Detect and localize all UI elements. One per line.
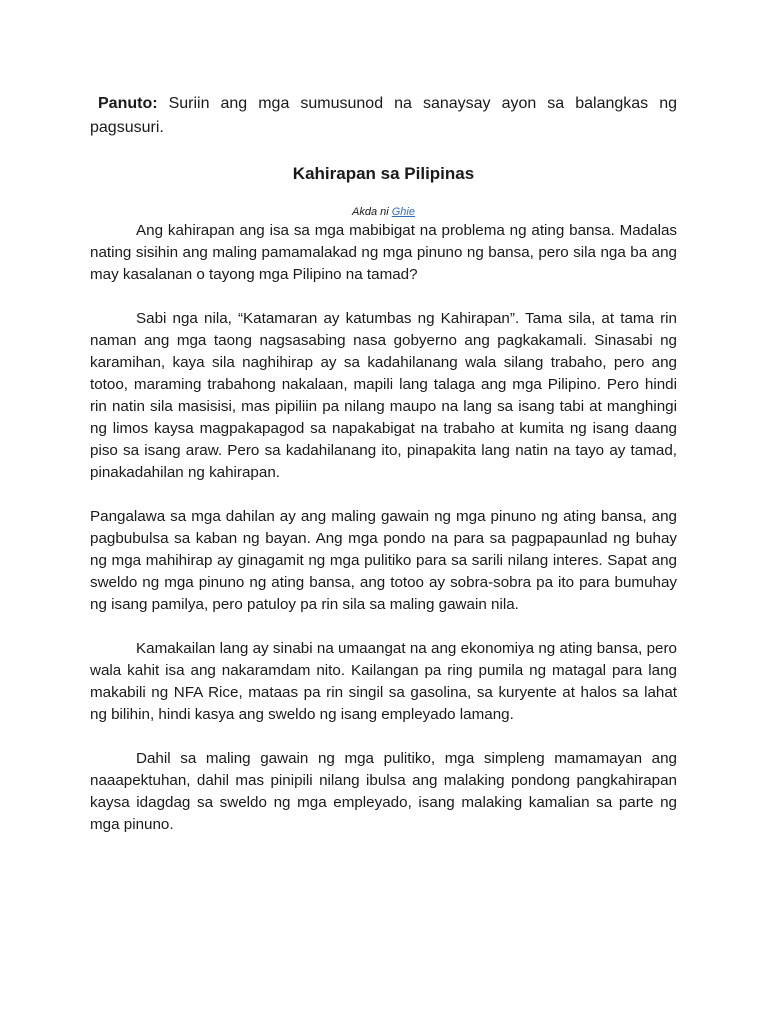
byline-prefix: Akda ni (351, 206, 389, 218)
paragraph-1: Ang kahirapan ang isa sa mga mabibigat na problema ng ating bansa. Madalas nating sisihin ang maling pamamalakad ng mga pinuno ng bansa, pero sila nga ba ang may kasalanan o tayong mga Pilipino na tamad? (90, 222, 677, 283)
instructions-text: Suriin ang mga sumusunod na sanaysay ayon sa balangkas ng pagsusuri. (90, 95, 677, 136)
paragraph-4: Kamakailan lang ay sinabi na umaangat na ang ekonomiya ng ating bansa, pero wala kahit isa ang nakaramdam nito. Kailangan pa ring pumila ng matagal para lang makabili ng NFA Rice, mataas pa rin singil sa gasolina, sa kuryente at halos sa lahat ng bilihin, hindi kasya ang sweldo ng isang empleyado lamang. (90, 640, 677, 723)
document-page (90, 92, 677, 858)
essay-title: Kahirapan sa Pilipinas (292, 164, 475, 183)
paragraph-5: Dahil sa maling gawain ng mga pulitiko, mga simpleng mamamayan ang naaapektuhan, dahil mas pinipili nilang ibulsa ang malaking pondong pangkahirapan kaysa idagdag sa sweldo ng mga empleyado, isang malaking kamalian sa parte ng mga pinuno. (90, 750, 677, 833)
byline (90, 204, 677, 220)
paragraph-3: Pangalawa sa mga dahilan ay ang maling gawain ng mga pinuno ng ating bansa, ang pagbubulsa sa kaban ng bayan. Ang mga pondo na para sa pagpapaunlad ng buhay ng mga mahihirap ay ginagamit ng mga pulitiko para sa sarili nilang interes. Sapat ang sweldo ng mga pinuno ng ating bansa, ang totoo ay sobra-sobra pa ito para bumuhay ng isang pamilya, pero patuloy pa rin sila sa maling gawain nila. (90, 508, 677, 613)
instructions (90, 92, 677, 140)
paragraph-2: Sabi nga nila, “Katamaran ay katumbas ng Kahirapan”. Tama sila, at tama rin naman ang mga taong nagsasabing nasa gobyerno ang pagkakamali. Sinasabi ng karamihan, kaya sila naghihirap ay sa kadahilanang wala silang trabaho, pero ang totoo, maraming trabahong nakalaan, mapili lang talaga ang mga Pilipino. Pero hindi rin natin sila masisisi, mas pipiliin pa nilang maupo na lang sa isang tabi at manghingi ng limos kaysa magpakapagod sa napakabigat na trabaho at kumita ng isang daang piso sa isang araw. Pero sa kadahilanang ito, pinapakita lang natin na tayo ay tamad, pinakadahilan ng kahirapan. (90, 310, 677, 481)
author-link[interactable]: Ghie (391, 206, 415, 218)
instructions-label: Panuto: (98, 95, 158, 112)
